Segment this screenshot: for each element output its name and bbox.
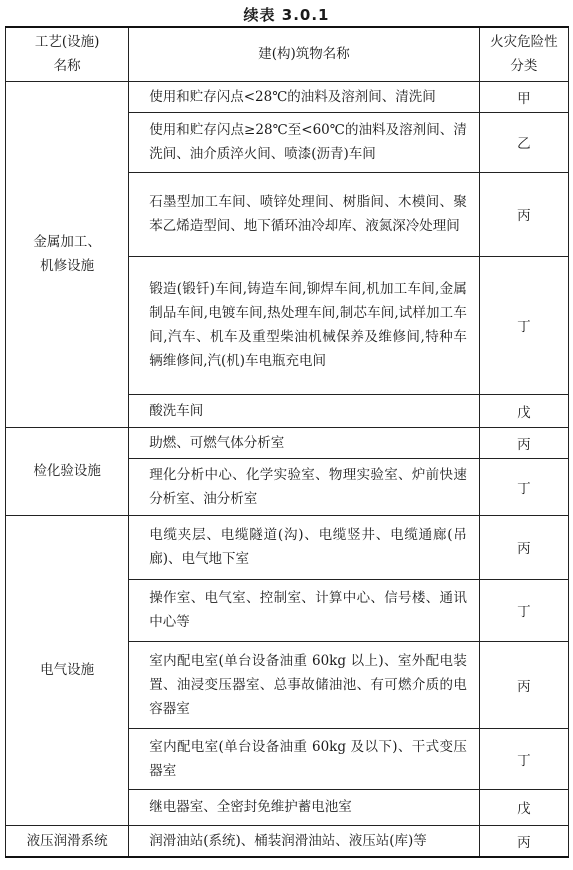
fire-class: 丁 — [479, 458, 568, 515]
fire-class: 戊 — [479, 394, 568, 427]
fire-class: 乙 — [479, 112, 568, 172]
table-row — [6, 81, 569, 112]
building-name: 操作室、电气室、控制室、计算中心、信号楼、通讯中心等 — [129, 579, 480, 641]
fire-class: 丙 — [479, 172, 568, 256]
fire-class: 丁 — [479, 728, 568, 789]
building-name: 理化分析中心、化学实验室、物理实验室、炉前快速分析室、油分析室 — [129, 458, 480, 515]
building-name: 室内配电室(单台设备油重 60kg 及以下)、干式变压器室 — [129, 728, 480, 789]
fire-class: 丁 — [479, 256, 568, 394]
fire-class: 戊 — [479, 789, 568, 825]
fire-class: 丙 — [479, 641, 568, 728]
fire-class: 丙 — [479, 515, 568, 579]
fire-hazard-table — [5, 26, 569, 858]
process-cell: 液压润滑系统 — [6, 825, 129, 857]
table-row — [6, 515, 569, 579]
table-title: 续表 3.0.1 — [243, 6, 330, 24]
process-line1: 金属加工、 — [33, 234, 101, 250]
building-name: 继电器室、全密封免维护蓄电池室 — [129, 789, 480, 825]
table-row — [6, 825, 569, 857]
building-name: 使用和贮存闪点<28℃的油料及溶剂间、清洗间 — [129, 81, 480, 112]
process-line2: 机修设施 — [40, 258, 95, 274]
fire-class: 丙 — [479, 825, 568, 857]
table-row — [6, 427, 569, 458]
building-name: 电缆夹层、电缆隧道(沟)、电缆竖井、电缆通廊(吊廊)、电气地下室 — [129, 515, 480, 579]
building-name: 润滑油站(系统)、桶装润滑油站、液压站(库)等 — [129, 825, 480, 857]
process-cell: 检化验设施 — [6, 427, 129, 515]
header-building-name: 建(构)筑物名称 — [129, 27, 480, 81]
building-name: 锻造(锻钎)车间,铸造车间,铆焊车间,机加工车间,金属制品车间,电镀车间,热处理车间,制芯车间,试样加工车间,汽车、机车及重型柴油机械保养及维修间,特种车辆维修间,汽(机)车电瓶充电间 — [129, 256, 480, 394]
header-fire-class-line2: 分类 — [510, 58, 538, 75]
fire-class: 甲 — [479, 81, 568, 112]
building-name: 石墨型加工车间、喷锌处理间、树脂间、木模间、聚苯乙烯造型间、地下循环油冷却库、液氮深冷处理间 — [129, 172, 480, 256]
process-cell: 电气设施 — [6, 515, 129, 825]
building-name: 助燃、可燃气体分析室 — [129, 427, 480, 458]
fire-class: 丁 — [479, 579, 568, 641]
header-fire-class — [479, 27, 568, 81]
building-name: 室内配电室(单台设备油重 60kg 以上)、室外配电装置、油浸变压器室、总事故储油池、有可燃介质的电容器室 — [129, 641, 480, 728]
process-cell — [6, 81, 129, 427]
header-fire-class-line1: 火灾危险性 — [490, 34, 558, 51]
building-name: 酸洗车间 — [129, 394, 480, 427]
fire-class: 丙 — [479, 427, 568, 458]
header-process-line1: 工艺(设施) — [34, 34, 100, 51]
header-process-line2: 名称 — [53, 58, 81, 75]
building-name: 使用和贮存闪点≥28℃至<60℃的油料及溶剂间、清洗间、油介质淬火间、喷漆(沥青)车间 — [129, 112, 480, 172]
header-process — [6, 27, 129, 81]
